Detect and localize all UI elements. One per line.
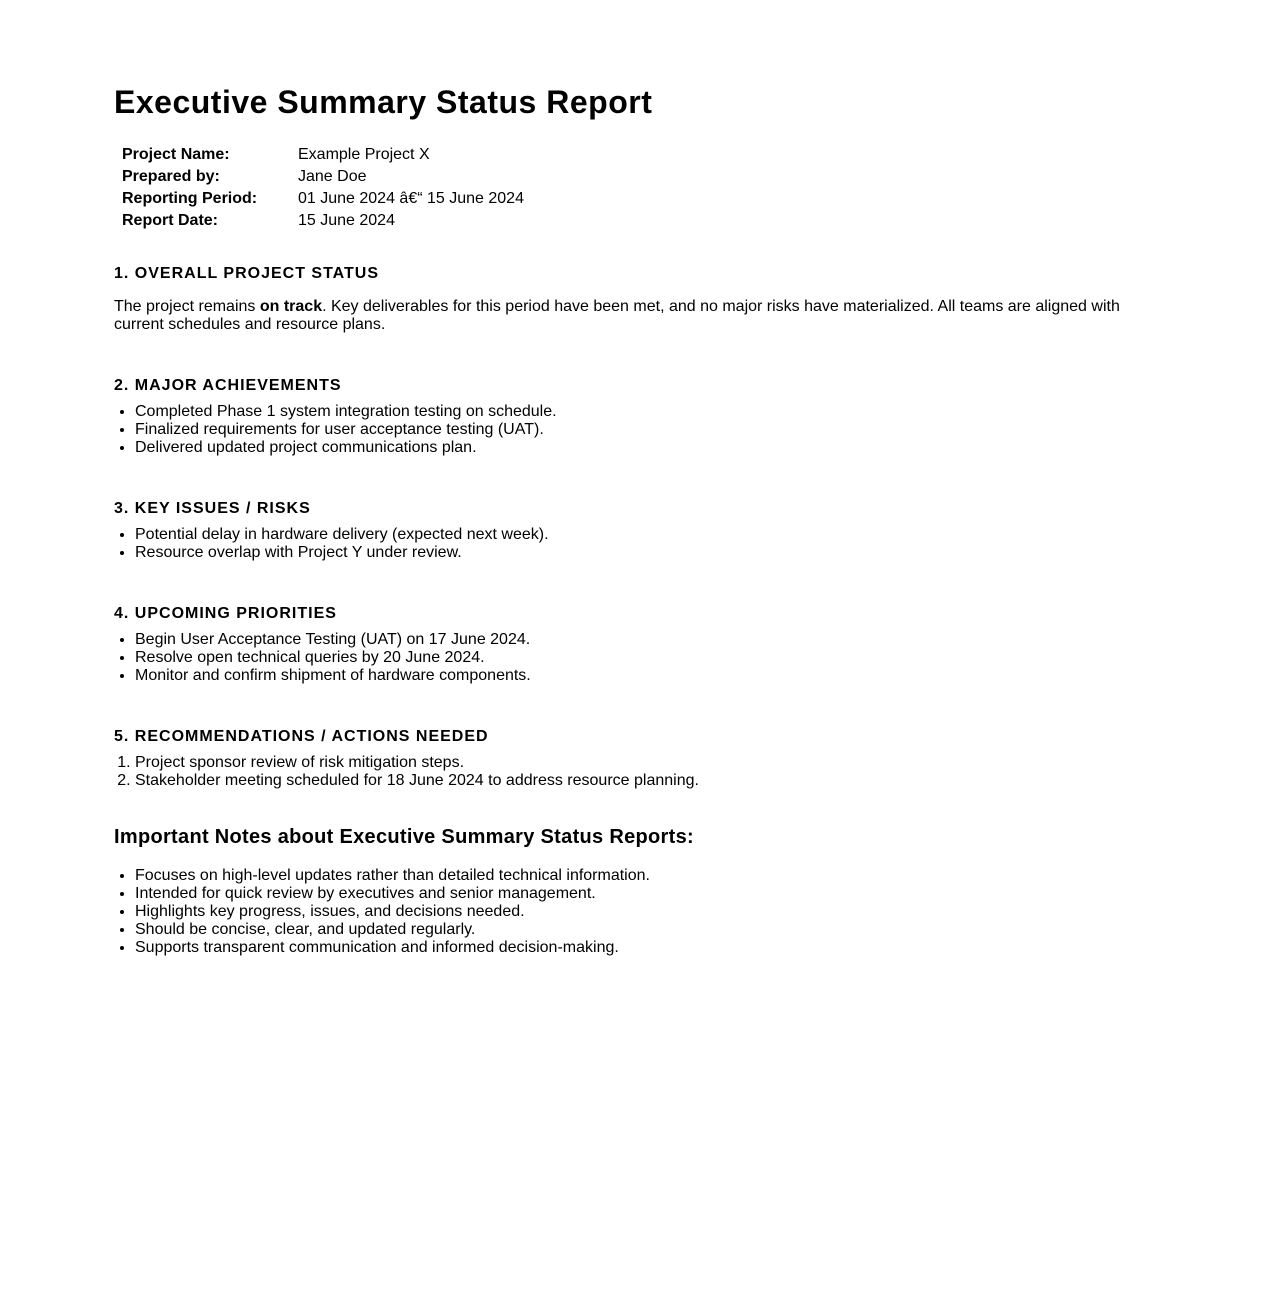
meta-label: Prepared by:	[122, 168, 220, 185]
status-text-rest: . Key deliverables for this period have been met, and no major risks have materialized. All teams are aligned with current schedules and resource plans.	[114, 298, 1120, 333]
list-item: • Supports transparent communication and informed decision-making.	[135, 939, 1134, 957]
list-item: • Focuses on high-level updates rather than detailed technical information.	[135, 867, 1134, 885]
list-item: • Monitor and confirm shipment of hardware components.	[135, 667, 1134, 685]
list-item: • Potential delay in hardware delivery (expected next week).	[135, 526, 1134, 544]
priorities-list	[114, 631, 1134, 685]
section-heading-recommendations: 5. RECOMMENDATIONS / ACTIONS NEEDED	[114, 728, 489, 745]
list-item: • Resource overlap with Project Y under review.	[135, 544, 1134, 562]
issues-list	[114, 526, 1134, 562]
list-item: • Intended for quick review by executives and senior management.	[135, 885, 1134, 903]
list-item: • Highlights key progress, issues, and decisions needed.	[135, 903, 1134, 921]
achievements-list	[114, 403, 1134, 457]
list-item: • Resolve open technical queries by 20 June 2024.	[135, 649, 1134, 667]
status-text-lead: The project remains	[114, 298, 260, 315]
list-item: 1. Project sponsor review of risk mitigation steps.	[135, 754, 1134, 772]
section-heading-issues-risks: 3. KEY ISSUES / RISKS	[114, 500, 311, 517]
section-heading-achievements: 2. MAJOR ACHIEVEMENTS	[114, 377, 342, 394]
notes-heading: Important Notes about Executive Summary Status Reports:	[114, 826, 694, 848]
meta-row-reporting-period	[122, 188, 1134, 210]
meta-label: Report Date:	[122, 212, 219, 229]
overall-status-paragraph	[114, 298, 1134, 334]
meta-row-prepared-by	[122, 166, 1134, 188]
meta-label: Project Name:	[122, 146, 230, 163]
list-item: • Delivered updated project communications plan.	[135, 439, 1134, 457]
meta-value: Jane Doe	[298, 168, 367, 185]
list-item: • Finalized requirements for user acceptance testing (UAT).	[135, 421, 1134, 439]
meta-label: Reporting Period:	[122, 190, 258, 207]
report-metadata	[122, 144, 1134, 232]
report-title: Executive Summary Status Report	[114, 84, 653, 120]
list-item: • Completed Phase 1 system integration testing on schedule.	[135, 403, 1134, 421]
meta-value: 15 June 2024	[298, 212, 395, 229]
section-heading-priorities: 4. UPCOMING PRIORITIES	[114, 605, 337, 622]
list-item: • Should be concise, clear, and updated regularly.	[135, 921, 1134, 939]
list-item: 2. Stakeholder meeting scheduled for 18 June 2024 to address resource planning.	[135, 772, 1134, 790]
meta-value: 01 June 2024 â€“ 15 June 2024	[298, 190, 524, 207]
status-emphasis: on track	[259, 298, 323, 315]
section-heading-overall-status: 1. OVERALL PROJECT STATUS	[114, 265, 380, 282]
recommendations-list	[114, 754, 1134, 790]
meta-row-project-name	[122, 144, 1134, 166]
meta-row-report-date	[122, 210, 1134, 232]
meta-value: Example Project X	[298, 146, 430, 163]
notes-list	[114, 867, 1134, 957]
list-item: • Begin User Acceptance Testing (UAT) on 17 June 2024.	[135, 631, 1134, 649]
